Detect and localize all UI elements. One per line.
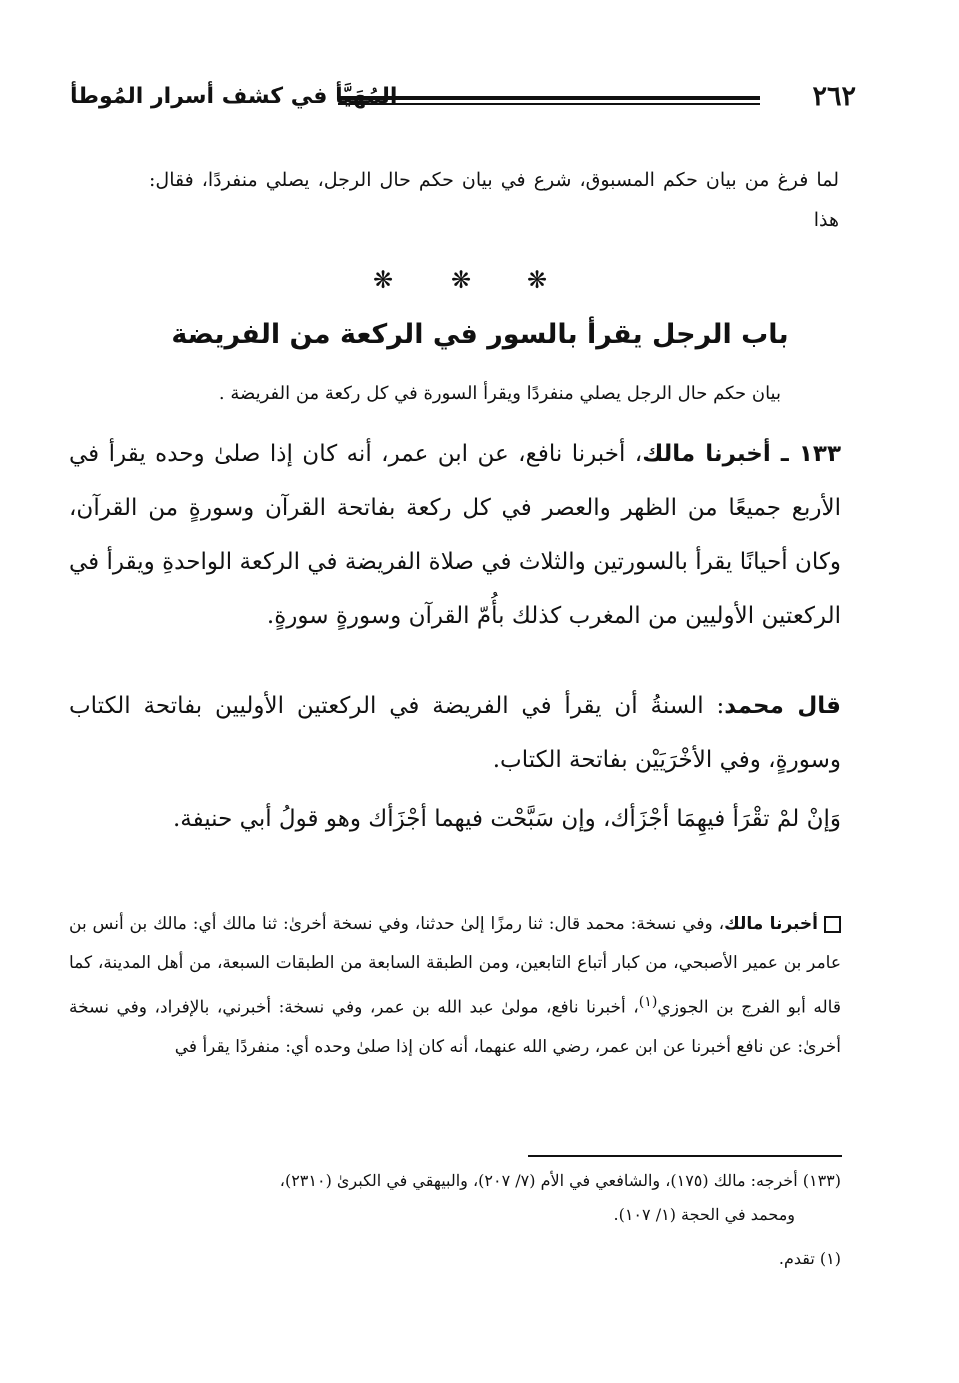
footnote-ref: (١) bbox=[638, 994, 658, 1010]
muhammad-label: قال محمد bbox=[724, 693, 841, 719]
page-number: ٢٦٢ bbox=[812, 81, 856, 112]
separator-asterisk: ❋ bbox=[451, 266, 472, 294]
commentary-text: ، وفي نسخة: محمد قال: ثنا رمزًا إلىٰ حدثنا، وفي نسخة أخرىٰ: ثنا مالك أي: مالك بن أنس بن عامر بن عمير الأصبحي، من كبار أتباع التابعين، ومن الطبقة السابعة من الطبقات السبعة، من أهل المدينة، كما قاله أبو الفرج بن الجوزي bbox=[69, 914, 841, 1018]
page-header bbox=[70, 78, 856, 122]
hadith-paragraph bbox=[69, 427, 841, 643]
intro-paragraph: لما فرغ من بيان حكم المسبوق، شرع في بيان حكم حال الرجل، يصلي منفردًا، فقال: هذا bbox=[149, 169, 839, 231]
hadith-number-chain: ١٣٣ ـ أخبرنا مالك bbox=[642, 441, 841, 467]
square-marker-icon bbox=[824, 916, 841, 933]
commentary-lead: أخبرنا مالك bbox=[724, 914, 818, 934]
footnotes bbox=[69, 1164, 841, 1276]
header-rule bbox=[338, 96, 760, 100]
separator-asterisk: ❋ bbox=[527, 266, 548, 294]
running-title: المُهَيَّأ في كشف أسرار المُوطأ bbox=[70, 84, 398, 109]
muhammad-text: : السنةُ أن يقرأ في الفريضة في الركعتين الأوليين بفاتحة الكتاب وسورةٍ، وفي الأخْرَيَيْن بفاتحة الكتاب. bbox=[69, 693, 841, 773]
chapter-description: بيان حكم حال الرجل يصلي منفردًا ويقرأ السورة في كل ركعة من الفريضة . bbox=[218, 383, 781, 404]
abu-hanifa-statement: وَإنْ لمْ تقْرَأ فيهِمَا أجْزَأك، وإن سَبَّحْت فيهما أجْزَأك وهو قولُ أبي حنيفة. bbox=[172, 806, 841, 832]
footnote-divider bbox=[528, 1155, 842, 1157]
header-rule-thin bbox=[338, 103, 760, 105]
footnote-item-continued: ومحمد في الحجة (١/ ١٠٧). bbox=[613, 1205, 795, 1224]
footnote-item: (١٣٣) أخرجه: مالك (١٧٥)، والشافعي في الأم (٧/ ٢٠٧)، والبيهقي في الكبرىٰ (٢٣١٠)، bbox=[279, 1171, 841, 1190]
commentary-text-2: ، أخبرنا نافع، مولىٰ عبد الله بن عمر، وفي نسخة: أخبرني، بالإفراد، وفي نسخة أخرىٰ: عن نافع أخبرنا عن ابن عمر، رضي الله عنهما، أنه كان إذا صلىٰ وحده أي: منفردًا يقرأ في bbox=[69, 997, 841, 1057]
chapter-title: باب الرجل يقرأ بالسور في الركعة من الفريضة bbox=[171, 319, 789, 350]
separator-asterisk: ❋ bbox=[373, 266, 394, 294]
hadith-text: ، أخبرنا نافع، عن ابن عمر، أنه كان إذا صلىٰ وحده يقرأ في الأربع جميعًا من الظهر والعصر في كل ركعة بفاتحة القرآن وسورةٍ من القرآن، وكان أحيانًا يقرأ بالسورتين والثلاث في صلاة الفريضة في الركعة الواحدةِ ويقرأ في الركعتين الأوليين من المغرب كذلك بأُمّ القرآن وسورةٍ سورةٍ. bbox=[69, 441, 841, 629]
section-separator bbox=[0, 262, 959, 302]
commentary-block bbox=[69, 905, 841, 1067]
hadith-block bbox=[69, 427, 841, 643]
footnote-item: (١) تقدم. bbox=[778, 1249, 841, 1268]
muhammad-statement bbox=[69, 679, 841, 787]
